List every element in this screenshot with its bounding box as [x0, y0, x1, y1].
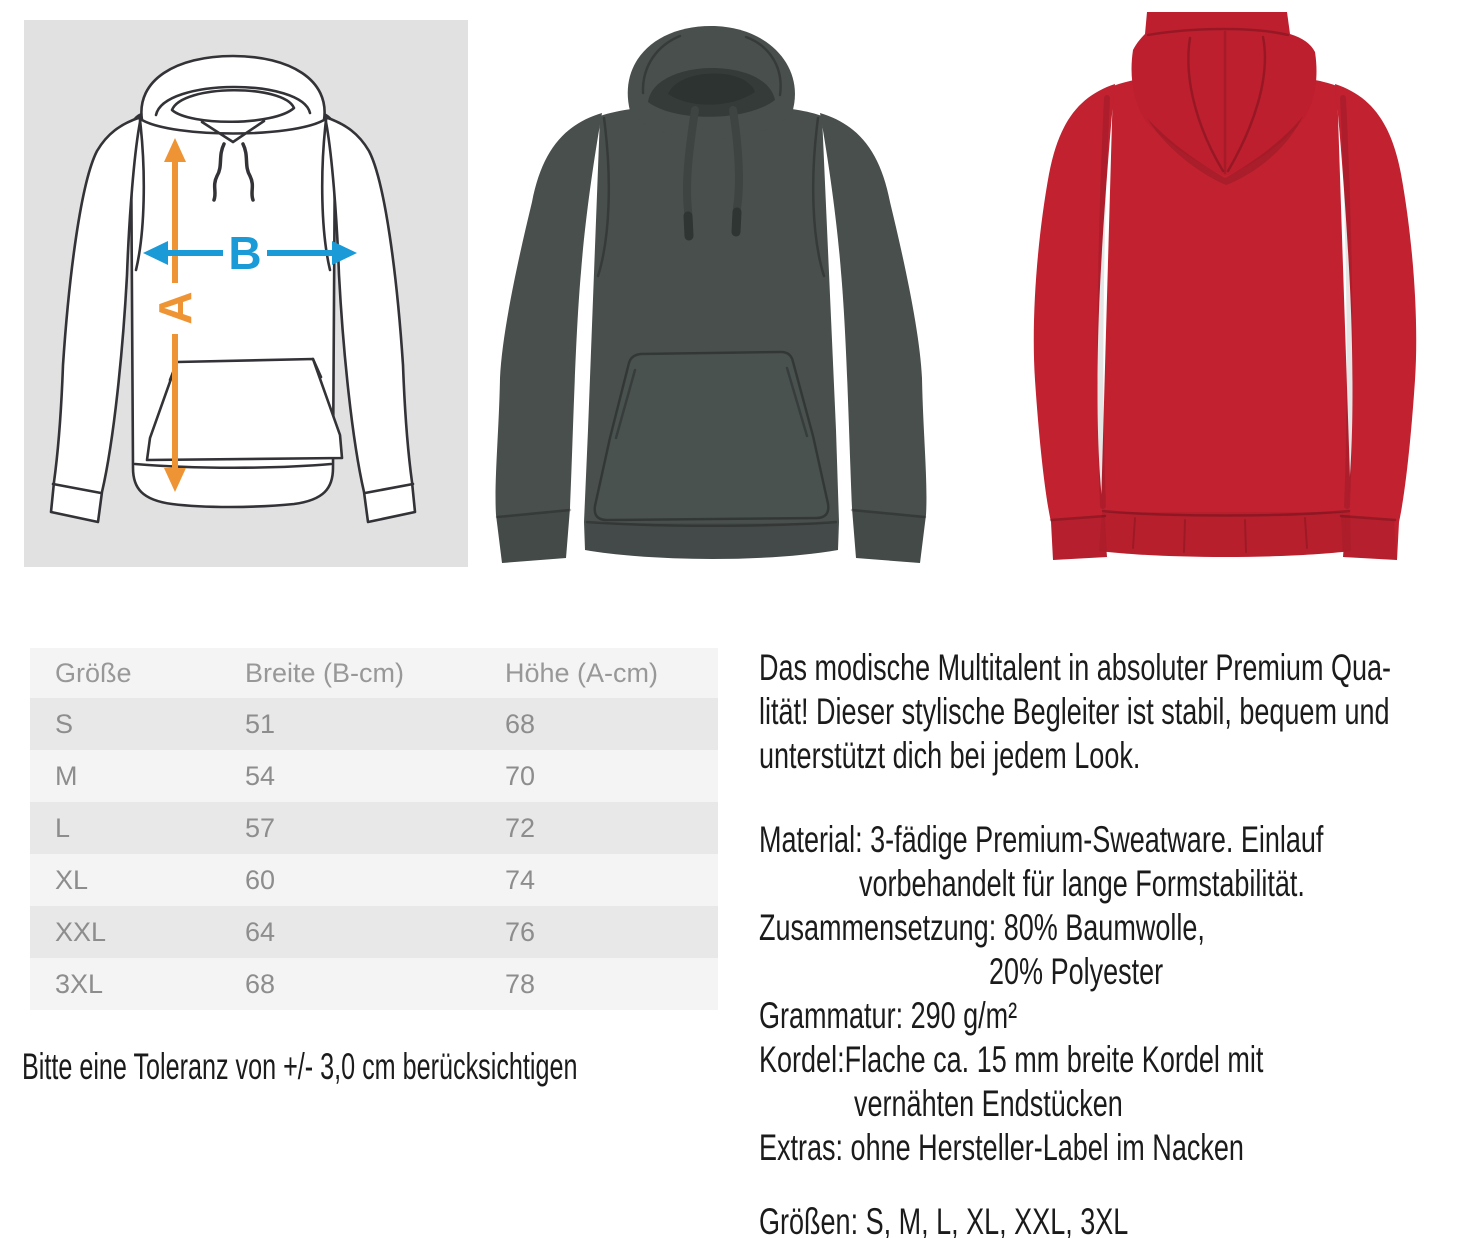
- label-a: A: [149, 291, 201, 325]
- table-cell: XL: [55, 864, 89, 895]
- back-right-cuff-shade: [1341, 517, 1397, 560]
- product-description: [759, 646, 1463, 1238]
- description-line: [759, 778, 1391, 818]
- size-diagram-drawing: [24, 20, 468, 567]
- table-row: [30, 750, 718, 802]
- table-cell: M: [55, 760, 78, 791]
- tolerance-note: Bitte eine Toleranz von +/- 3,0 cm berücksichtigen: [22, 1046, 578, 1087]
- back-left-cuff-shade: [1051, 517, 1107, 560]
- product-photo-front[interactable]: [480, 10, 945, 565]
- table-cell: 68: [245, 968, 276, 999]
- description-line: Größen: S, M, L, XL, XXL, 3XL: [759, 1201, 1129, 1238]
- table-cell: 54: [245, 760, 276, 791]
- description-line: [759, 1170, 1391, 1200]
- label-b: B: [228, 227, 262, 279]
- front-hoodie-image: [480, 10, 945, 565]
- table-cell: XXL: [55, 916, 107, 947]
- description-line: Kordel:Flache ca. 15 mm breite Kordel mit: [759, 1039, 1264, 1080]
- table-cell: 57: [245, 812, 276, 843]
- back-waistband-shade: [1099, 512, 1351, 557]
- left-cuff-shade: [497, 511, 570, 563]
- table-cell: S: [55, 708, 74, 739]
- waistband-shade: [585, 523, 838, 559]
- table-row: [30, 906, 718, 958]
- table-header-cell: Breite (B-cm): [245, 657, 405, 688]
- table-cell: 70: [505, 760, 536, 791]
- description-line: Zusammensetzung: 80% Baumwolle,: [759, 907, 1205, 948]
- table-cell: 76: [505, 916, 536, 947]
- hoodie-line-art: [51, 56, 415, 522]
- description-line: vorbehandelt für lange Formstabilität.: [859, 863, 1305, 904]
- table-row: [30, 958, 718, 1010]
- description-line: Material: 3-fädige Premium-Sweatware. Einlauf: [759, 819, 1324, 860]
- table-cell: L: [55, 812, 71, 843]
- table-cell: 3XL: [55, 968, 104, 999]
- product-photo-back[interactable]: [985, 8, 1460, 568]
- table-cell: 74: [505, 864, 536, 895]
- table-cell: 72: [505, 812, 536, 843]
- table-row: [30, 802, 718, 854]
- back-hoodie-image: [985, 8, 1460, 568]
- description-line: lität! Dieser stylische Begleiter ist stabil, bequem und: [759, 691, 1390, 732]
- table-header-cell: Höhe (A-cm): [505, 657, 659, 688]
- description-line: Extras: ohne Hersteller-Label im Nacken: [759, 1127, 1244, 1168]
- table-header-row: [30, 648, 718, 698]
- table-row: [30, 698, 718, 750]
- description-line: 20% Polyester: [989, 951, 1164, 992]
- size-table: [30, 648, 718, 1010]
- description-line: vernähten Endstücken: [854, 1083, 1123, 1124]
- right-cuff-shade: [852, 511, 925, 563]
- table-header-cell: Größe: [55, 657, 132, 688]
- description-line: unterstützt dich bei jedem Look.: [759, 735, 1141, 776]
- description-line: Grammatur: 290 g/m²: [759, 995, 1018, 1036]
- size-diagram: [24, 20, 468, 567]
- table-row: [30, 854, 718, 906]
- table-cell: 64: [245, 916, 276, 947]
- description-line: Das modische Multitalent in absoluter Premium Qua-: [759, 647, 1391, 688]
- table-cell: 60: [245, 864, 276, 895]
- table-cell: 51: [245, 708, 276, 739]
- table-cell: 68: [505, 708, 536, 739]
- table-cell: 78: [505, 968, 536, 999]
